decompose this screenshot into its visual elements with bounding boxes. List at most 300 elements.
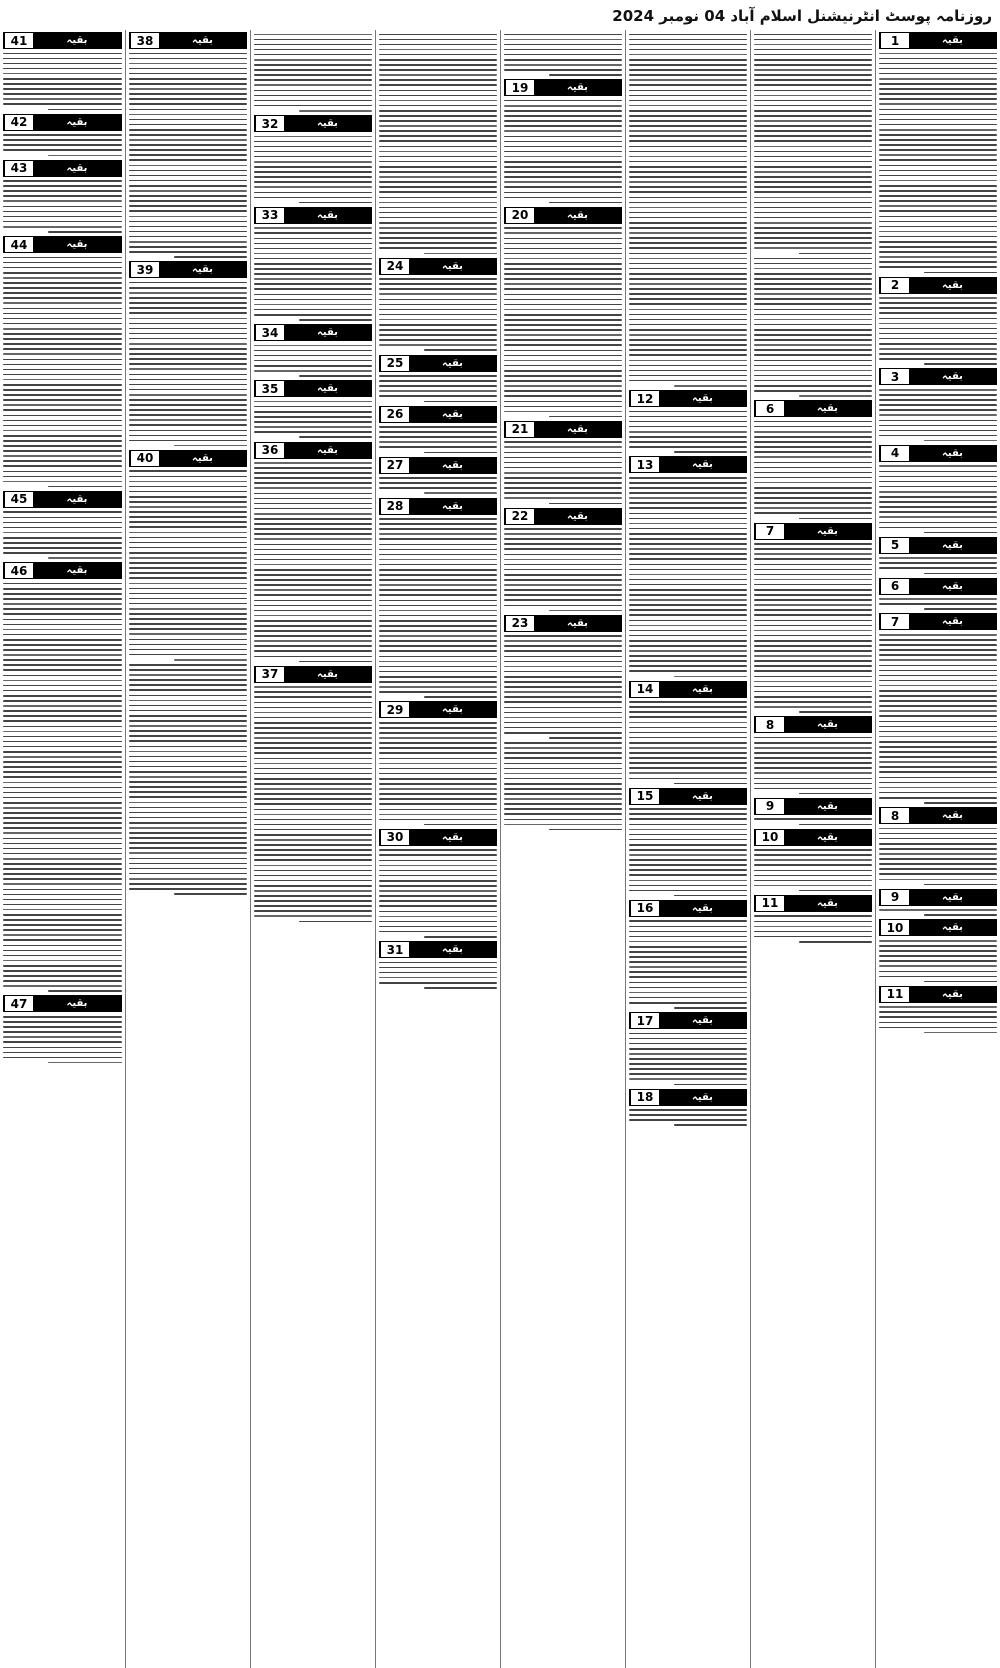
text-line xyxy=(504,64,622,66)
text-line xyxy=(299,110,372,112)
text-line xyxy=(629,558,747,560)
text-line xyxy=(504,238,622,240)
text-line xyxy=(879,848,997,850)
section-label: بقیہ xyxy=(909,369,996,384)
text-line xyxy=(3,435,122,437)
text-line xyxy=(629,614,747,616)
continuation-section xyxy=(254,207,372,321)
continuation-tag xyxy=(3,114,122,131)
text-line xyxy=(629,528,747,530)
text-line xyxy=(549,74,622,76)
article-text-block xyxy=(254,136,372,204)
text-line xyxy=(754,339,872,341)
text-line xyxy=(379,747,497,749)
text-line xyxy=(879,261,997,263)
text-line xyxy=(129,878,247,880)
text-line xyxy=(254,288,372,290)
text-line xyxy=(3,206,122,208)
continuation-section xyxy=(379,457,497,494)
text-line xyxy=(879,83,997,85)
text-line xyxy=(629,1033,747,1035)
text-line xyxy=(129,669,247,671)
text-line xyxy=(48,557,122,559)
article-text-block xyxy=(879,389,997,442)
text-line xyxy=(629,1068,747,1070)
text-line xyxy=(3,980,122,982)
text-line xyxy=(629,242,747,244)
section-number: 11 xyxy=(880,987,909,1002)
text-line xyxy=(254,865,372,867)
text-line xyxy=(3,838,122,840)
text-line xyxy=(879,333,997,335)
text-line xyxy=(129,542,247,544)
text-line xyxy=(129,837,247,839)
text-line xyxy=(129,511,247,513)
text-line xyxy=(254,819,372,821)
text-line xyxy=(379,610,497,612)
text-line xyxy=(504,477,622,479)
text-line xyxy=(629,818,747,820)
text-line xyxy=(504,793,622,795)
text-line xyxy=(504,599,622,601)
text-line xyxy=(754,625,872,627)
text-line xyxy=(254,600,372,602)
section-label: بقیہ xyxy=(909,278,996,293)
article-text-block xyxy=(3,180,122,233)
text-line xyxy=(879,93,997,95)
text-line xyxy=(254,752,372,754)
text-line xyxy=(129,649,247,651)
text-line xyxy=(3,216,122,218)
text-line xyxy=(3,369,122,371)
text-line xyxy=(754,696,872,698)
text-line xyxy=(754,655,872,657)
text-line xyxy=(3,787,122,789)
text-line xyxy=(754,569,872,571)
text-line xyxy=(879,690,997,692)
text-line xyxy=(254,299,372,301)
text-line xyxy=(254,564,372,566)
text-line xyxy=(504,161,622,163)
text-line xyxy=(754,936,872,938)
text-line xyxy=(129,557,247,559)
text-line xyxy=(3,889,122,891)
text-line xyxy=(3,715,122,717)
text-line xyxy=(504,181,622,183)
text-line xyxy=(254,803,372,805)
text-line xyxy=(629,742,747,744)
continuation-section xyxy=(254,115,372,203)
text-line xyxy=(629,258,747,260)
text-line xyxy=(879,971,997,973)
text-line xyxy=(424,987,497,989)
text-line xyxy=(629,263,747,265)
text-line xyxy=(379,125,497,127)
text-line xyxy=(129,868,247,870)
text-line xyxy=(129,318,247,320)
text-line xyxy=(629,344,747,346)
article-text-block xyxy=(629,34,747,387)
text-line xyxy=(504,130,622,132)
text-line xyxy=(879,200,997,202)
text-line xyxy=(879,58,997,60)
text-line xyxy=(879,404,997,406)
text-line xyxy=(879,909,997,911)
text-line xyxy=(879,1022,997,1024)
text-line xyxy=(754,186,872,188)
text-line xyxy=(504,253,622,255)
text-line xyxy=(424,696,497,698)
text-line xyxy=(754,273,872,275)
text-line xyxy=(3,736,122,738)
text-line xyxy=(754,426,872,428)
text-line xyxy=(129,766,247,768)
text-line xyxy=(379,156,497,158)
text-line xyxy=(629,273,747,275)
section-label: بقیہ xyxy=(33,996,121,1011)
continuation-tag xyxy=(879,889,997,906)
text-line xyxy=(879,1011,997,1013)
text-line xyxy=(3,945,122,947)
text-line xyxy=(504,263,622,265)
text-line xyxy=(129,348,247,350)
text-line xyxy=(754,329,872,331)
text-line xyxy=(629,926,747,928)
text-line xyxy=(629,854,747,856)
text-line xyxy=(504,176,622,178)
text-line xyxy=(3,190,122,192)
text-line xyxy=(254,197,372,199)
text-line xyxy=(3,527,122,529)
text-line xyxy=(879,414,997,416)
text-line xyxy=(629,105,747,107)
text-line xyxy=(754,54,872,56)
text-line xyxy=(504,691,622,693)
text-line xyxy=(754,385,872,387)
continuation-section xyxy=(254,666,372,922)
text-line xyxy=(504,156,622,158)
text-line xyxy=(754,931,872,933)
text-line xyxy=(754,130,872,132)
text-line xyxy=(129,53,247,55)
text-line xyxy=(379,793,497,795)
text-line xyxy=(424,452,497,454)
text-line xyxy=(379,865,497,867)
text-line xyxy=(504,120,622,122)
text-line xyxy=(629,722,747,724)
section-number: 17 xyxy=(630,1013,659,1028)
continuation-section xyxy=(754,895,872,943)
text-line xyxy=(629,824,747,826)
text-line xyxy=(379,34,497,36)
text-line xyxy=(754,594,872,596)
text-line xyxy=(504,411,622,413)
text-line xyxy=(799,711,872,713)
text-line xyxy=(3,323,122,325)
text-line xyxy=(629,655,747,657)
article-text-block xyxy=(629,920,747,1008)
text-line xyxy=(879,236,997,238)
text-line xyxy=(379,650,497,652)
text-line xyxy=(3,103,122,105)
continuation-section xyxy=(629,34,747,387)
text-line xyxy=(879,960,997,962)
text-line xyxy=(879,771,997,773)
text-line xyxy=(504,136,622,138)
text-line xyxy=(754,268,872,270)
text-line xyxy=(504,232,622,234)
text-line xyxy=(129,195,247,197)
text-line xyxy=(629,197,747,199)
continuation-tag xyxy=(879,919,997,936)
text-line xyxy=(254,416,372,418)
text-line xyxy=(754,349,872,351)
text-line xyxy=(3,384,122,386)
text-line xyxy=(629,569,747,571)
text-line xyxy=(629,365,747,367)
text-line xyxy=(629,298,747,300)
text-line xyxy=(129,822,247,824)
text-line xyxy=(129,481,247,483)
text-line xyxy=(254,426,372,428)
text-line xyxy=(254,773,372,775)
text-line xyxy=(504,288,622,290)
text-line xyxy=(504,574,622,576)
text-line xyxy=(379,90,497,92)
text-line xyxy=(254,309,372,311)
text-line xyxy=(379,115,497,117)
text-line xyxy=(879,129,997,131)
continuation-section xyxy=(754,34,872,255)
article-text-block xyxy=(504,441,622,504)
text-line xyxy=(924,914,997,916)
text-line xyxy=(629,813,747,815)
text-line xyxy=(504,656,622,658)
continuation-tag xyxy=(254,666,372,683)
text-line xyxy=(754,507,872,509)
continuation-section xyxy=(879,445,997,533)
text-line xyxy=(629,90,747,92)
text-line xyxy=(504,666,622,668)
section-label: بقیہ xyxy=(659,789,746,804)
text-line xyxy=(129,654,247,656)
text-line xyxy=(629,752,747,754)
text-line xyxy=(504,605,622,607)
text-line xyxy=(3,180,122,182)
text-line xyxy=(504,44,622,46)
section-number: 15 xyxy=(630,789,659,804)
text-line xyxy=(879,675,997,677)
text-line xyxy=(379,49,497,51)
text-line xyxy=(754,166,872,168)
text-line xyxy=(879,394,997,396)
text-line xyxy=(754,502,872,504)
text-line xyxy=(3,292,122,294)
text-line xyxy=(504,294,622,296)
text-line xyxy=(879,185,997,187)
continuation-section xyxy=(254,380,372,438)
text-line xyxy=(629,253,747,255)
text-line xyxy=(254,640,372,642)
text-line xyxy=(379,446,497,448)
text-line xyxy=(504,569,622,571)
article-text-block xyxy=(879,828,997,886)
text-line xyxy=(879,496,997,498)
text-line xyxy=(3,353,122,355)
text-line xyxy=(129,791,247,793)
text-line xyxy=(174,893,247,895)
text-line xyxy=(129,501,247,503)
text-line xyxy=(754,747,872,749)
text-line xyxy=(629,650,747,652)
article-text-block xyxy=(254,686,372,922)
section-number: 23 xyxy=(505,616,534,631)
text-line xyxy=(504,141,622,143)
article-text-block xyxy=(3,1016,122,1063)
text-line xyxy=(629,670,747,672)
text-line xyxy=(129,124,247,126)
text-line xyxy=(254,763,372,765)
continuation-section xyxy=(504,421,622,504)
text-line xyxy=(629,354,747,356)
text-line xyxy=(879,68,997,70)
text-line xyxy=(3,583,122,585)
text-line xyxy=(379,905,497,907)
text-line xyxy=(379,681,497,683)
text-line xyxy=(754,783,872,785)
text-line xyxy=(924,1032,997,1034)
text-line xyxy=(379,967,497,969)
text-line xyxy=(629,711,747,713)
text-line xyxy=(629,864,747,866)
continuation-tag xyxy=(379,406,497,423)
text-line xyxy=(254,900,372,902)
text-line xyxy=(879,838,997,840)
text-line xyxy=(754,665,872,667)
continuation-tag xyxy=(754,716,872,733)
text-line xyxy=(3,211,122,213)
text-line xyxy=(754,609,872,611)
article-text-block xyxy=(879,909,997,916)
continuation-section xyxy=(379,701,497,825)
text-line xyxy=(3,53,122,55)
text-line xyxy=(629,859,747,861)
text-line xyxy=(254,533,372,535)
text-line xyxy=(379,661,497,663)
text-line xyxy=(3,532,122,534)
continuation-tag xyxy=(629,390,747,407)
article-text-block xyxy=(879,465,997,533)
text-line xyxy=(504,375,622,377)
text-line xyxy=(879,190,997,192)
text-line xyxy=(3,634,122,636)
text-line xyxy=(254,493,372,495)
column-1 xyxy=(875,30,1000,1668)
text-line xyxy=(629,502,747,504)
text-line xyxy=(754,232,872,234)
article-text-block xyxy=(754,421,872,519)
text-line xyxy=(379,176,497,178)
text-line xyxy=(3,766,122,768)
text-line xyxy=(629,431,747,433)
text-line xyxy=(629,268,747,270)
text-line xyxy=(629,772,747,774)
text-line xyxy=(629,1002,747,1004)
continuation-section xyxy=(3,236,122,487)
article-text-block xyxy=(754,737,872,795)
text-line xyxy=(254,151,372,153)
text-line xyxy=(129,302,247,304)
section-label: بقیہ xyxy=(534,616,621,631)
continuation-tag xyxy=(504,79,622,96)
text-line xyxy=(504,773,622,775)
text-line xyxy=(504,54,622,56)
text-line xyxy=(129,521,247,523)
text-line xyxy=(629,100,747,102)
text-line xyxy=(754,558,872,560)
text-line xyxy=(254,579,372,581)
text-line xyxy=(754,360,872,362)
section-label: بقیہ xyxy=(284,381,371,396)
text-line xyxy=(629,971,747,973)
text-line xyxy=(504,763,622,765)
text-line xyxy=(799,518,872,520)
text-line xyxy=(879,598,997,600)
text-line xyxy=(504,227,622,229)
text-line xyxy=(879,481,997,483)
text-line xyxy=(799,395,872,397)
text-line xyxy=(379,135,497,137)
text-line xyxy=(504,380,622,382)
text-line xyxy=(629,609,747,611)
text-line xyxy=(629,360,747,362)
text-line xyxy=(629,416,747,418)
continuation-section xyxy=(129,261,247,446)
text-line xyxy=(3,878,122,880)
text-line xyxy=(379,166,497,168)
text-line xyxy=(754,645,872,647)
text-line xyxy=(504,319,622,321)
text-line xyxy=(629,293,747,295)
continuation-section xyxy=(879,537,997,574)
text-line xyxy=(379,554,497,556)
text-line xyxy=(254,630,372,632)
text-line xyxy=(754,589,872,591)
text-line xyxy=(3,78,122,80)
text-line xyxy=(629,181,747,183)
section-label: بقیہ xyxy=(909,538,996,553)
text-line xyxy=(129,588,247,590)
text-line xyxy=(879,139,997,141)
text-line xyxy=(879,976,997,978)
text-line xyxy=(129,593,247,595)
text-line xyxy=(504,462,622,464)
text-line xyxy=(3,924,122,926)
text-line xyxy=(924,573,997,575)
text-line xyxy=(3,710,122,712)
text-line xyxy=(299,375,372,377)
section-number: 10 xyxy=(755,830,784,845)
text-line xyxy=(879,746,997,748)
text-line xyxy=(129,338,247,340)
text-line xyxy=(629,492,747,494)
text-line xyxy=(254,314,372,316)
text-line xyxy=(674,451,747,453)
text-line xyxy=(754,670,872,672)
text-line xyxy=(254,355,372,357)
continuation-section xyxy=(504,508,622,612)
text-line xyxy=(3,374,122,376)
